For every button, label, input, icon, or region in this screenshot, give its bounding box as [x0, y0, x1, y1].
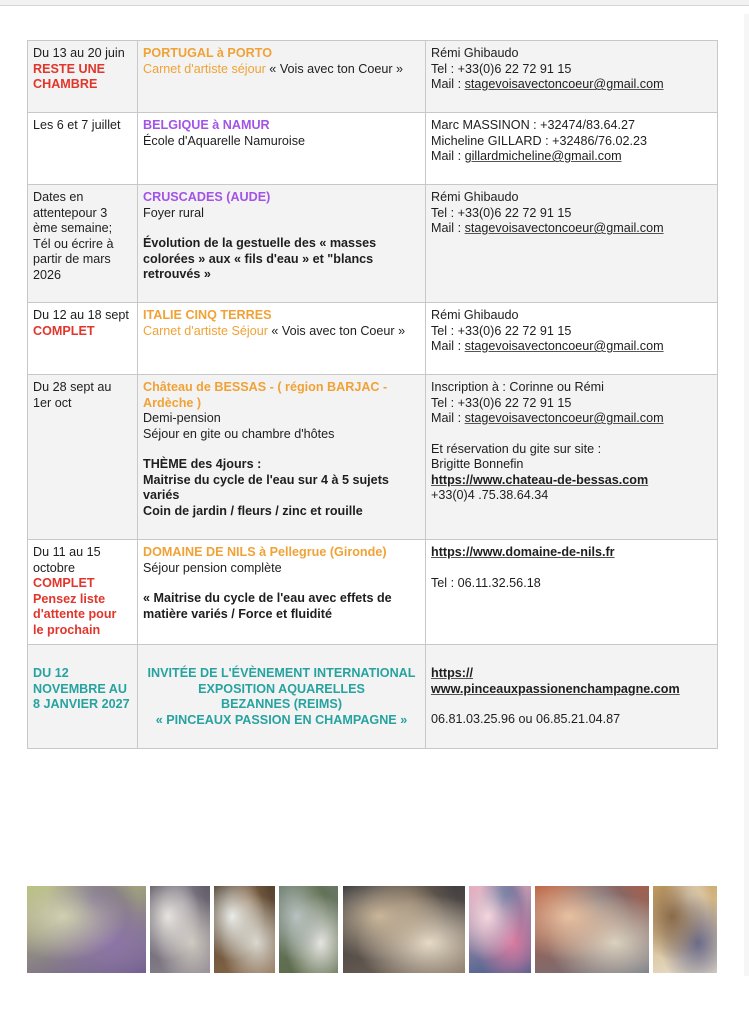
event-cell [138, 303, 426, 375]
email-link[interactable]: stagevoisavectoncoeur@gmail.com [464, 77, 664, 91]
event-theme: THÈME des 4jours : [143, 457, 262, 471]
date-text: 2026 [33, 267, 62, 282]
event-subtitle: Séjour en gite ou chambre d'hôtes [143, 426, 335, 441]
books-painting-thumbnail[interactable] [535, 886, 649, 973]
event-title: BELGIQUE à NAMUR [143, 118, 270, 132]
event-subtitle: Foyer rural [143, 205, 204, 220]
date-text: partir de mars [33, 252, 111, 266]
status-text: RESTE UNE [33, 61, 106, 76]
status-text: DU 12 [33, 666, 69, 680]
event-title: CRUSCADES (AUDE) [143, 190, 271, 204]
mail-label: Mail : [431, 149, 465, 163]
event-subtitle: Demi-pension [143, 411, 221, 425]
page-edge [744, 14, 749, 976]
mail-label: Mail : [431, 77, 465, 91]
contact-tel: Tel : +33(0)6 22 72 91 15 [431, 323, 572, 338]
date-cell [28, 645, 138, 749]
date-cell [28, 303, 138, 375]
event-cell [138, 375, 426, 540]
event-title: Château de BESSAS - ( région BARJAC - [143, 380, 388, 394]
event-theme: Maitrise du cycle de l'eau sur 4 à 5 sujets [143, 472, 389, 487]
event-title: PORTUGAL à PORTO [143, 46, 272, 60]
contact-name: Inscription à : Corinne ou Rémi [431, 380, 604, 394]
contact-line: Micheline GILLARD : +32486/76.02.23 [431, 133, 647, 148]
email-link[interactable]: gillardmicheline@gmail.com [464, 149, 622, 163]
date-text: Tél ou écrire à [33, 236, 114, 251]
umbrellas-painting-thumbnail[interactable] [150, 886, 210, 973]
status-text: Pensez liste [33, 591, 106, 606]
peonies-painting-thumbnail[interactable] [469, 886, 531, 973]
contact-name: Rémi Ghibaudo [431, 190, 519, 204]
date-cell [28, 185, 138, 303]
website-link[interactable]: https://www.chateau-de-bessas.com [431, 472, 649, 487]
date-cell [28, 41, 138, 113]
contact-line: Brigitte Bonnefin [431, 457, 524, 471]
event-theme: variés [143, 488, 180, 502]
contact-cell [426, 113, 718, 185]
date-text: attentepour 3 [33, 205, 108, 220]
event-cell [138, 41, 426, 113]
event-title: EXPOSITION AQUARELLES [198, 681, 365, 696]
top-bar [0, 0, 749, 6]
contact-cell [426, 185, 718, 303]
date-text: Du 12 au 18 sept [33, 308, 129, 322]
date-text: Dates en [33, 190, 84, 204]
contact-name: Rémi Ghibaudo [431, 46, 519, 60]
event-subtitle: Séjour pension complète [143, 560, 282, 575]
contact-cell [426, 645, 718, 749]
date-text: Les 6 et 7 juillet [33, 118, 121, 132]
table-row [28, 540, 718, 645]
thistle-painting-thumbnail[interactable] [27, 886, 146, 973]
contact-cell [426, 375, 718, 540]
website-link[interactable]: www.pinceauxpassionenchampagne.com [431, 681, 680, 696]
table-row [28, 645, 718, 749]
status-text: CHAMBRE [33, 77, 98, 91]
website-link[interactable]: https://www.domaine-de-nils.fr [431, 545, 615, 559]
email-link[interactable]: stagevoisavectoncoeur@gmail.com [464, 221, 664, 235]
event-cell [138, 185, 426, 303]
event-theme: retrouvés » [143, 267, 211, 281]
status-text: NOVEMBRE AU [33, 681, 127, 696]
event-tagline: « Vois avec ton Coeur » [265, 61, 404, 76]
contact-cell [426, 540, 718, 645]
event-subtitle: Carnet d'artiste séjour [143, 61, 266, 76]
date-text: 1er oct [33, 395, 72, 410]
status-text: COMPLET [33, 576, 95, 590]
event-theme: « Maitrise du cycle de l'eau avec effets de [143, 591, 392, 605]
contact-cell [426, 303, 718, 375]
girl-painting-thumbnail[interactable] [653, 886, 717, 973]
status-text: le prochain [33, 622, 101, 637]
status-text: d'attente pour [33, 607, 117, 621]
event-subtitle: Carnet d'artiste Séjour [143, 323, 268, 338]
contact-line: Et réservation du gite sur site : [431, 441, 602, 456]
date-text: octobre [33, 560, 76, 575]
date-text: Du 13 au 20 juin [33, 46, 125, 60]
contact-tel: 06.81.03.25.96 ou 06.85.21.04.87 [431, 712, 621, 726]
table-row [28, 113, 718, 185]
contact-tel: Tel : +33(0)6 22 72 91 15 [431, 205, 572, 220]
event-title: ITALIE CINQ TERRES [143, 308, 272, 322]
event-theme: Évolution de la gestuelle des « masses [143, 236, 377, 250]
event-tagline: « Vois avec ton Coeur » [267, 323, 406, 338]
event-cell [138, 113, 426, 185]
website-link[interactable]: https:// [431, 666, 473, 680]
contact-cell [426, 41, 718, 113]
table-row [28, 185, 718, 303]
dandelion-painting-thumbnail[interactable] [279, 886, 338, 973]
status-text: 8 JANVIER 2027 [33, 697, 130, 711]
date-cell [28, 113, 138, 185]
event-title: BEZANNES (REIMS) [220, 697, 343, 711]
date-text: ème semaine; [33, 221, 113, 235]
event-title: Ardèche ) [143, 395, 202, 410]
table-row [28, 303, 718, 375]
grasses-painting-thumbnail[interactable] [343, 886, 465, 973]
status-text: COMPLET [33, 323, 95, 338]
table-row [28, 41, 718, 113]
painting-gallery [27, 886, 717, 973]
event-theme: Coin de jardin / fleurs / zinc et rouille [143, 503, 363, 518]
date-text: Du 28 sept au [33, 380, 112, 394]
event-cell [138, 540, 426, 645]
email-link[interactable]: stagevoisavectoncoeur@gmail.com [464, 411, 664, 425]
event-title: DOMAINE DE NILS à Pellegrue (Gironde) [143, 545, 387, 559]
contact-tel: +33(0)4 .75.38.64.34 [431, 488, 549, 502]
event-theme: colorées » aux « fils d'eau » et "blancs [143, 251, 374, 266]
schedule-table [27, 40, 718, 749]
event-theme: matière variés / Force et fluidité [143, 606, 332, 621]
event-subtitle: École d'Aquarelle Namuroise [143, 133, 306, 148]
date-cell [28, 540, 138, 645]
mail-label: Mail : [431, 411, 465, 425]
contact-name: Rémi Ghibaudo [431, 308, 519, 322]
mail-label: Mail : [431, 339, 465, 353]
table-row [28, 375, 718, 540]
mail-label: Mail : [431, 221, 465, 235]
email-link[interactable]: stagevoisavectoncoeur@gmail.com [464, 339, 664, 353]
event-cell [138, 645, 426, 749]
contact-line: Marc MASSINON : +32474/83.64.27 [431, 118, 636, 132]
date-text: Du 11 au 15 [33, 545, 101, 559]
contact-tel: Tel : +33(0)6 22 72 91 15 [431, 61, 572, 76]
contact-tel: Tel : +33(0)6 22 72 91 15 [431, 395, 572, 410]
date-cell [28, 375, 138, 540]
waterfall-painting-thumbnail[interactable] [214, 886, 275, 973]
contact-tel: Tel : 06.11.32.56.18 [431, 575, 541, 590]
event-title: INVITÉE DE L'ÉVÈNEMENT INTERNATIONAL [147, 666, 416, 680]
event-title: « PINCEAUX PASSION EN CHAMPAGNE » [155, 712, 408, 727]
